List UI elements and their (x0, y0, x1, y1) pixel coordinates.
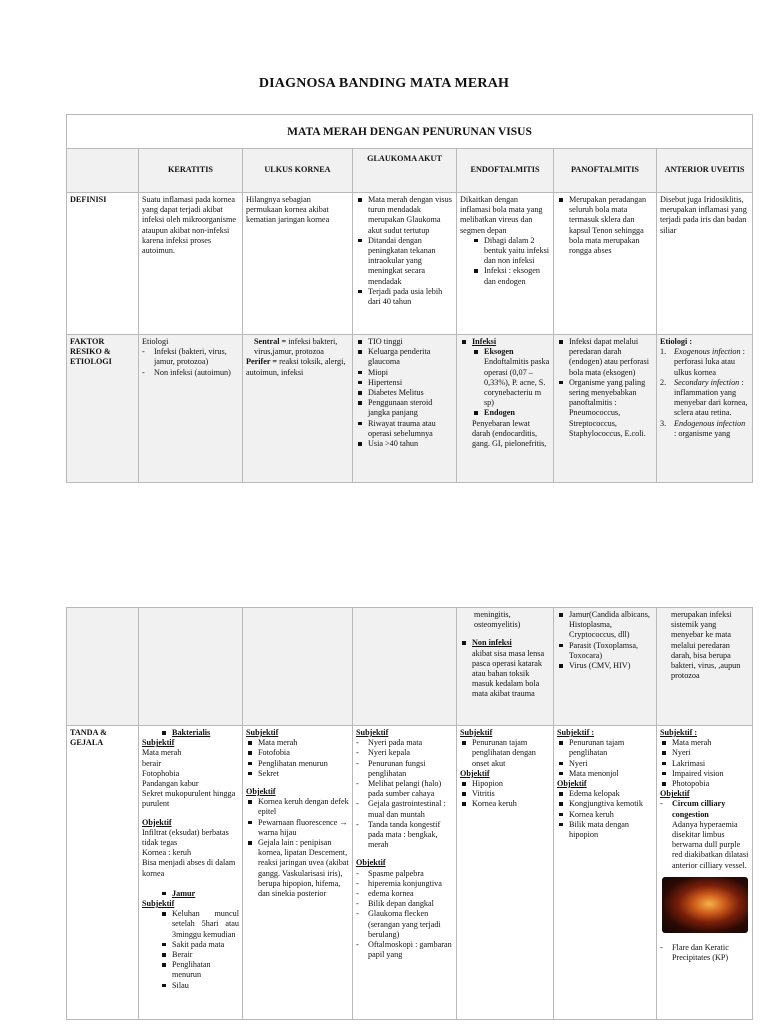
list-item: Impaired vision (660, 769, 749, 779)
ulk-objektif-heading: Objektif (246, 787, 276, 797)
list-item: TIO tinggi (356, 337, 453, 347)
ker-obj-line: Kornea : keruh (142, 848, 192, 858)
list-item: Kornea keruh (460, 799, 550, 809)
list-item: Vitritis (460, 789, 550, 799)
list-item: Keluarga penderita glaucoma (356, 347, 453, 367)
endo-cont-text: meningitis, osteomyelitis) (474, 610, 521, 630)
list-item: - Oftalmoskopi : gambaran papil yang (356, 940, 453, 960)
list-item: Hipopion (460, 779, 550, 789)
list-item: Gejala lain : penipisan kornea, lipatan Descement, reaksi jaringan uvea (akibat gangg. Vaskularisasi iris), berupa hipopion, hifema, dan sinekia posterior (246, 838, 349, 899)
label-faktor: FAKTOR RESIKO & ETIOLOGI (67, 335, 139, 483)
tanda-ulkus (243, 726, 353, 1020)
exogenous-text: : perforasi luka atau ulkus kornea (674, 347, 745, 377)
header-corner (67, 149, 139, 193)
diagnosis-table-part-2 (66, 607, 753, 1020)
secondary-label: Secondary infection (674, 377, 740, 387)
list-item: Hipertensi (356, 378, 453, 388)
tanda-endoftalmitis (457, 726, 554, 1020)
list-item: Kornea keruh dengan defek epitel (246, 797, 349, 817)
list-item: Infeksi dapat melalui peredaran darah (endogen) atau perforasi bola mata (eksogen) (557, 337, 653, 378)
eksogen-heading: Eksogen (484, 347, 514, 357)
list-item: - Tanda tanda kongestif pada mata : bengkak, merah (356, 820, 453, 851)
tanda-panoftalmitis (554, 726, 657, 1020)
list-item: - Penurunan fungsi penglihatan (356, 759, 453, 779)
faktor-panoftalmitis (554, 335, 657, 483)
definisi-endoftalmitis (457, 193, 554, 335)
list-item: Bilik mata dengan hipopion (557, 820, 653, 840)
list-item: Mata menonjol (557, 769, 653, 779)
tanda-keratitis (139, 726, 243, 1020)
ker-subj-line: Mata merah (142, 748, 182, 758)
list-item: Usia >40 tahun (356, 439, 453, 449)
list-item: Berair (160, 950, 239, 960)
ulk-subjektif-heading: Subjektif (246, 728, 279, 737)
list-item: Lakrimasi (660, 759, 749, 769)
flare-kp-text: - Flare dan Keratic Precipitates (KP) (660, 943, 749, 963)
endogen-text: Penyebaran lewat darah (endocarditis, gang. GI, pielonefritis, (472, 418, 547, 449)
endo-subjektif-heading: Subjektif (460, 728, 493, 737)
row-tanda-gejala (67, 726, 753, 1020)
cont-glaukoma (353, 608, 457, 726)
eksogen-text: Endoftalmitis paska operasi (0,07 – 0,33%), P. acne, S. corynebacteriu m sp) (484, 357, 550, 408)
list-item: Diabetes Melitus (356, 388, 453, 398)
list-item: - Gejala gastrointestinal : mual dan muntah (356, 799, 453, 819)
list-item: - Spasme palpebra (356, 869, 453, 879)
infeksi-heading: Infeksi (472, 337, 497, 346)
non-infeksi-heading: Non infeksi (472, 638, 512, 648)
list-item: - Non infeksi (autoimun) (142, 368, 239, 378)
list-item: Dibagi dalam 2 bentuk yaitu infeksi dan non infeksi (472, 236, 550, 267)
endo-intro: Dikaitkan dengan inflamasi bola mata yang melibatkan vireus dan segmen depan (460, 195, 543, 235)
list-item: Mata merah dengan visus turun mendadak merupakan Glaukoma akut sudut tertutup (356, 195, 453, 236)
definisi-ulkus: Hilangnya sebagian permukaan kornea akibat kematian jaringan kornea (243, 193, 353, 335)
definisi-uveitis: Disebut juga Iridosiklitis, merupakan inflamasi yang terjadi pada iris dan badan siliar (657, 193, 753, 335)
list-item: Edema kelopak (557, 789, 653, 799)
list-item: Penurunan tajam penglihatan (557, 738, 653, 758)
list-item: Photopobia (660, 779, 749, 789)
list-item: Sekret (246, 769, 349, 779)
list-item: Miopi (356, 368, 453, 378)
list-item: Nyeri (660, 748, 749, 758)
row-faktor-continued (67, 608, 753, 726)
header-panoftalmitis: PANOFTALMITIS (554, 149, 657, 193)
list-item: - Nyeri kepala (356, 748, 453, 758)
list-item: - hiperemia konjungtiva (356, 879, 453, 889)
list-item: Keluhan muncul setelah 5hari atau 3minggu kemudian (160, 909, 239, 940)
perifer-label: Perifer = (246, 357, 278, 367)
tanda-glaukoma (353, 726, 457, 1020)
header-keratitis: KERATITIS (139, 149, 243, 193)
cont-keratitis (139, 608, 243, 726)
non-infeksi-text: akibat sisa masa lensa pasca operasi katarak atau bahan toksik masuk kedalam bola mata akibat trauma (472, 648, 545, 699)
list-item: - Infeksi (bakteri, virus, jamur, protozoa) (142, 347, 239, 367)
list-item: Riwayat trauma atau operasi sebelumnya (356, 419, 453, 439)
cont-label (67, 608, 139, 726)
list-item: Penglihatan menurun (246, 759, 349, 769)
list-item: Merupakan peradangan seluruh bola mata termasuk sklera dan kapsul Tenon sehingga bola mata merupakan rongga abses (557, 195, 653, 256)
list-item: Jamur(Candida albicans, Histoplasma, Cryptococcus, dll) (557, 610, 653, 641)
diagnosis-table-part-1 (66, 114, 753, 483)
row-definisi (67, 193, 753, 335)
document-title: DIAGNOSA BANDING MATA MERAH (258, 76, 510, 91)
list-item: Silau (160, 981, 239, 991)
cont-panoftalmitis (554, 608, 657, 726)
list-item: - Glaukoma flecken (serangan yang terjadi berulang) (356, 909, 453, 940)
faktor-keratitis (139, 335, 243, 483)
ker-subj-line: Pandangan kabur (142, 779, 199, 789)
list-item: Sakit pada mata (160, 940, 239, 950)
cont-ulkus (243, 608, 353, 726)
bakterialis-heading: Bakterialis (172, 728, 211, 737)
list-item: Terjadi pada usia lebih dari 40 tahun (356, 287, 453, 307)
ker-subjektif-heading: Subjektif (142, 738, 175, 748)
faktor-endoftalmitis (457, 335, 554, 483)
list-item: Mata merah (660, 738, 749, 748)
endogenous-text: : organisme yang (674, 428, 731, 438)
list-item: Infeksi : eksogen dan endogen (472, 266, 550, 286)
header-row (67, 149, 753, 193)
gla-objektif-heading: Objektif (356, 858, 386, 868)
header-endoftalmitis: ENDOFTALMITIS (457, 149, 554, 193)
list-item: Kongjungtiva kemotik (557, 799, 653, 809)
sentral-text: infeksi bakteri, virus,jamur, protozoa (254, 337, 338, 357)
ker-objektif-heading: Objektif (142, 817, 172, 827)
definisi-glaukoma (353, 193, 457, 335)
endogen-heading: Endogen (484, 408, 515, 418)
faktor-uveitis (657, 335, 753, 483)
secondary-text: : inflammation yang menyebar dari kornea, sclera atau retina. (674, 377, 748, 418)
tanda-uveitis (657, 726, 753, 1020)
pano-objektif-heading: Objektif (557, 779, 587, 789)
list-item: Mata merah (246, 738, 349, 748)
row-faktor (67, 335, 753, 483)
list-item: Ditandai dengan peningkatan tekanan intraokular yang meningkat secara mendadak (356, 236, 453, 287)
list-item: Penglihatan menurun (160, 960, 239, 980)
list-item: Nyeri (557, 759, 653, 769)
table-caption: MATA MERAH DENGAN PENURUNAN VISUS (67, 115, 753, 149)
sentral-label: Sentral = (254, 337, 287, 346)
list-item: - Melihat pelangi (halo) pada sumber cahaya (356, 779, 453, 799)
circum-cilliary-text: Adanya hyperaemia disekitar limbus berwarna dull purple red diakibatkan dilatasi anterior cilliary vessel. (672, 819, 749, 870)
list-item: Organisme yang paling sering menyebabkan panoftalmitis : Pneumococcus, Streptococcus, Staphylococcus, E.coli. (557, 378, 653, 439)
header-anterior-uveitis: ANTERIOR UVEITIS (657, 149, 753, 193)
exogenous-label: Exogenous infection (674, 347, 741, 357)
list-item: Parasit (Toxoplamsa, Toxocara) (557, 641, 653, 661)
jamur-heading: Jamur (172, 888, 196, 898)
cont-endoftalmitis (457, 608, 554, 726)
endogenous-label: Endogenous infection (674, 418, 746, 428)
gla-subjektif-heading: Subjektif (356, 728, 389, 737)
circum-cilliary-heading: Circum cilliary congestion (672, 799, 726, 819)
ker-obj-line: Bisa menjadi abses di dalam kornea (142, 858, 236, 878)
uv-subjektif-heading: Subjektif : (660, 728, 698, 737)
uveitis-etiologi-heading: Etiologi : (660, 337, 693, 346)
ker-subjektif2-heading: Subjektif (142, 899, 175, 909)
list-item: Penurunan tajam penglihatan dengan onset akut (460, 738, 550, 769)
list-item: Penggunaan steroid jangka panjang (356, 398, 453, 418)
eye-flare-photo (662, 877, 748, 933)
label-tanda: TANDA & GEJALA (67, 726, 139, 1020)
uv-objektif-heading: Objektif (660, 789, 690, 799)
faktor-ulkus (243, 335, 353, 483)
cont-uveitis: merupakan infeksi sistemik yang menyebar ke mata melalui peredaran darah, bisa berupa bakteri, virus, ,aupun protozoa (657, 608, 753, 726)
list-item: Virus (CMV, HIV) (557, 661, 653, 671)
pano-subjektif-heading: Subjektif : (557, 728, 595, 737)
ker-obj-line: Infiltrat (eksudat) berbatas tidak tegas (142, 827, 229, 848)
perifer-text: reaksi toksik, alergi, autoimun, infeksi (246, 357, 346, 377)
definisi-keratitis: Suatu inflamasi pada kornea yang dapat terjadi akibat infeksi oleh mikroorganisme ataupun akibat non-infeksi karena infeksi proses autoimun. (139, 193, 243, 335)
list-item: Pewarnaan fluorescence → warna hijau (246, 818, 349, 838)
header-ulkus-kornea: ULKUS KORNEA (243, 149, 353, 193)
header-glaukoma-akut: GLAUKOMA AKUT (353, 149, 457, 193)
definisi-panoftalmitis (554, 193, 657, 335)
endo-objektif-heading: Objektif (460, 768, 490, 778)
list-item: Kornea keruh (557, 810, 653, 820)
list-item: - edema kornea (356, 889, 453, 899)
faktor-glaukoma (353, 335, 457, 483)
list-item: - Nyeri pada mata (356, 738, 453, 748)
ker-subj-line: Sekret mukopurulent hingga purulent (142, 789, 236, 809)
ker-subj-line: Fotophobia (142, 768, 180, 778)
label-definisi: DEFINISI (67, 193, 139, 335)
ker-subj-line: berair (142, 758, 162, 768)
list-item: Fotofobia (246, 748, 349, 758)
list-item: - Bilik depan dangkal (356, 899, 453, 909)
keratitis-etiologi-heading: Etiologi (142, 337, 169, 346)
